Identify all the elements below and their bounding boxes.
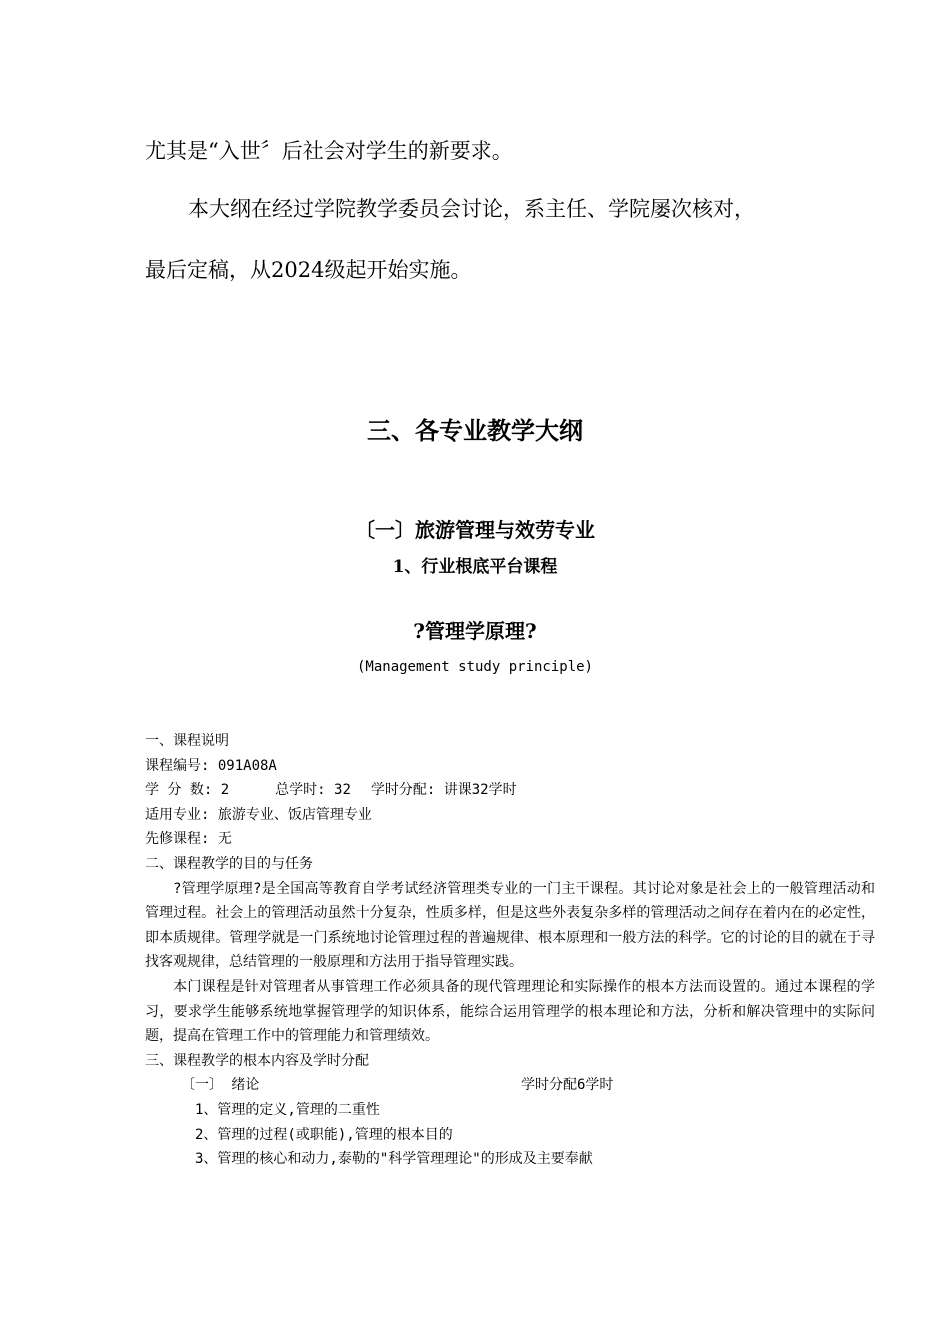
teaching-purpose-heading: 二、课程教学的目的与任务 xyxy=(145,855,313,872)
course-description-heading: 一、课程说明 xyxy=(145,733,229,749)
course-title-english: (Management study principle) xyxy=(356,659,593,675)
major-heading: 〔一〕旅游管理与效劳专业 xyxy=(355,518,595,542)
course-hours-split: 学时分配: 讲课32学时 xyxy=(370,782,517,799)
chapter-hours: 学时分配6学时 xyxy=(521,1077,614,1094)
purpose-paragraph-2: 本门课程是针对管理者从事管理工作必须具备的现代管理理论和实际操作的根本方法而设置的。通过本课程的学习，要求学生能够系统地掌握管理学的知识体系，能综合运用管理学的根本理论和方法，分析和解决管理中的实际问题，提高在管理工作中的管理能力和管理绩效。 xyxy=(145,978,875,1045)
course-syllabus-body xyxy=(145,729,875,1172)
purpose-paragraph-1: ?管理学原理?是全国高等教育自学考试经济管理类专业的一门主干课程。其讨论对象是社会上的一般管理活动和管理过程。社会上的管理活动虽然十分复杂，性质多样，但是这些外表复杂多样的管理活动之间存在着内在的必定性，即本质规律。管理学就是一门系统地讨论管理过程的普遍规律、根本原理和一般方法的科学。它的讨论的目的就在于寻找客观规律，总结管理的一般原理和方法用于指导管理实践。 xyxy=(145,880,875,971)
prerequisite-course: 先修课程: 无 xyxy=(145,831,232,848)
list-item: 3、管理的核心和动力,泰勒的"科学管理理论"的形成及主要奉献 xyxy=(195,1151,593,1168)
course-credits-row xyxy=(145,778,875,803)
content-allocation-heading: 三、课程教学的根本内容及学时分配 xyxy=(145,1052,369,1069)
section-heading: 三、各专业教学大纲 xyxy=(367,416,583,445)
course-credits: 学 分 数: 2 xyxy=(145,782,230,799)
applicable-major: 适用专业: 旅游专业、饭店管理专业 xyxy=(145,806,372,823)
course-total-hours: 总学时: 32 xyxy=(275,782,351,799)
list-item: 1、管理的定义,管理的二重性 xyxy=(195,1101,380,1118)
intro-line-1: 尤其是“入世〞后社会对学生的新要求。 xyxy=(145,139,513,163)
intro-line-2: 本大纲在经过学院教学委员会讨论，系主任、学院屡次核对， xyxy=(188,197,755,221)
chapter-row xyxy=(145,1073,875,1098)
course-title: ?管理学原理? xyxy=(413,619,537,643)
chapter-title: 〔一〕 绪论 xyxy=(181,1077,260,1094)
intro-line-3: 最后定稿，从2024级起开始实施。 xyxy=(145,258,472,282)
course-code: 课程编号: 091A08A xyxy=(145,757,277,774)
list-item: 2、管理的过程(或职能),管理的根本目的 xyxy=(195,1126,453,1143)
category-heading: 1、行业根底平台课程 xyxy=(392,557,558,577)
